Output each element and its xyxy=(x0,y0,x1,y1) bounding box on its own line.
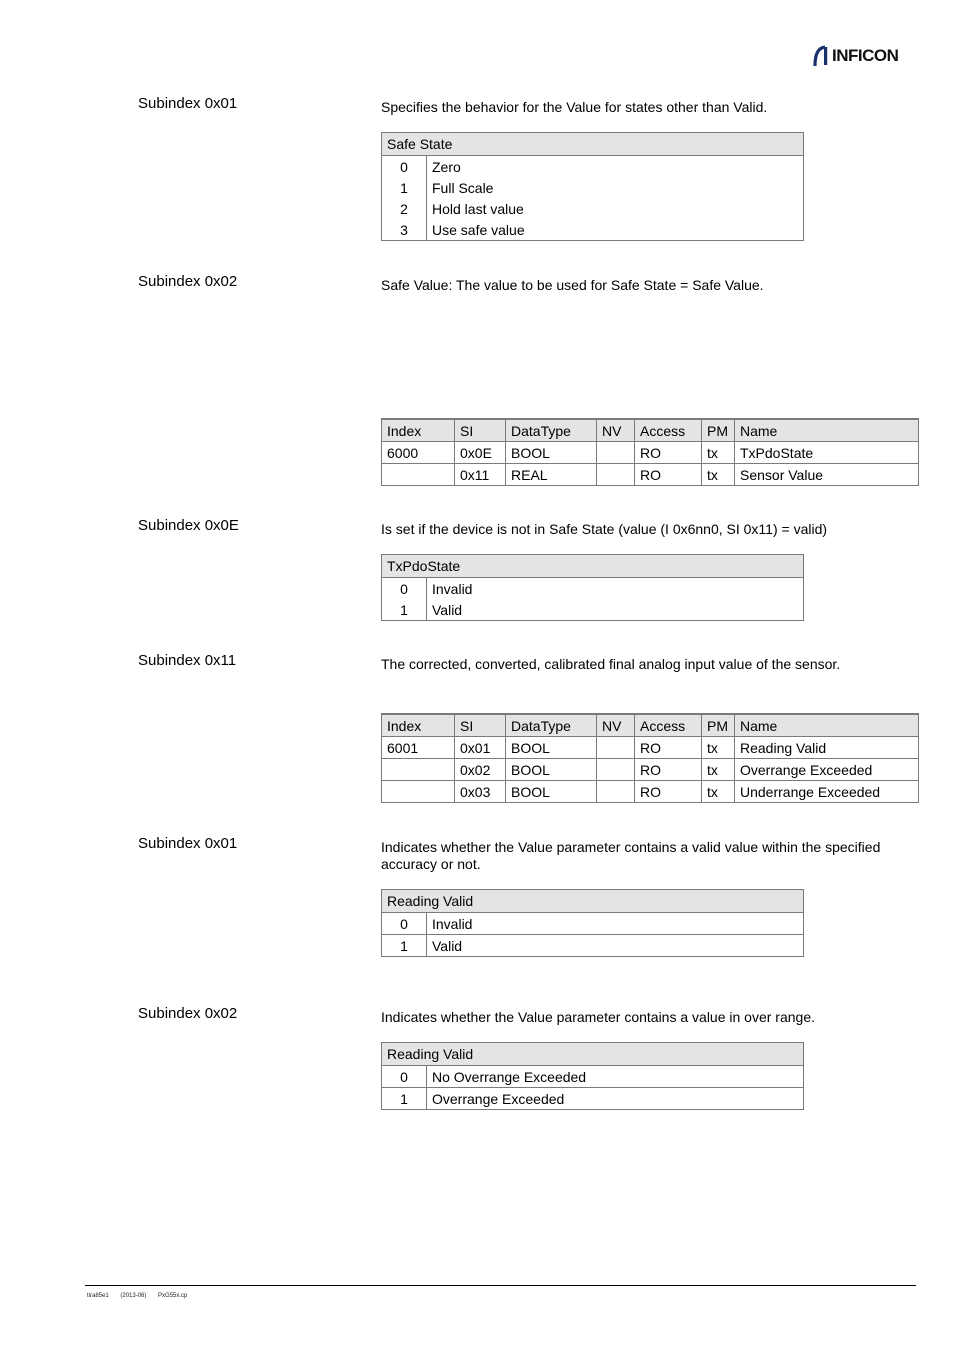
value-text: Invalid xyxy=(432,580,473,597)
footer-doc-id: tira85e1 xyxy=(87,1293,109,1299)
table-row xyxy=(382,737,919,759)
col-header-nv: NV xyxy=(597,419,635,442)
cell xyxy=(382,759,455,781)
cell: RO xyxy=(635,737,702,759)
value-code: 3 xyxy=(382,219,427,241)
cell xyxy=(597,737,635,759)
table-row xyxy=(382,935,804,957)
subindex-label: Subindex 0x02 xyxy=(138,1005,238,1022)
col-header-si: SI xyxy=(455,419,506,442)
cell xyxy=(382,781,455,803)
subindex-label: Subindex 0x01 xyxy=(138,835,238,852)
table-row xyxy=(382,913,804,935)
footer-file: PxG55x.cp xyxy=(158,1293,188,1299)
value-code: 1 xyxy=(382,1088,427,1110)
subindex-description: The corrected, converted, calibrated final analog input value of the sensor. xyxy=(381,656,841,672)
subindex-label: Subindex 0x02 xyxy=(138,273,238,290)
cell: tx xyxy=(702,781,735,803)
table-row xyxy=(382,599,804,621)
txpdostate-table xyxy=(381,554,804,621)
inficon-logo xyxy=(812,44,916,68)
cell: BOOL xyxy=(506,759,597,781)
value-text: Zero xyxy=(432,158,461,175)
reading-valid-table xyxy=(381,889,804,957)
cell: REAL xyxy=(506,464,597,486)
table-row xyxy=(382,198,804,219)
cell: TxPdoState xyxy=(735,442,919,464)
value-code: 0 xyxy=(382,578,427,600)
cell: tx xyxy=(702,737,735,759)
cell: BOOL xyxy=(506,737,597,759)
cell xyxy=(597,464,635,486)
value-text: Invalid xyxy=(427,913,804,935)
cell: tx xyxy=(702,759,735,781)
col-header-pm: PM xyxy=(702,714,735,737)
value-text: No Overrange Exceeded xyxy=(427,1066,804,1088)
col-header-name: Name xyxy=(735,419,919,442)
safe-state-table xyxy=(381,132,804,241)
table-row xyxy=(382,1088,804,1110)
object-table-6000 xyxy=(381,418,919,486)
table-title: Reading Valid xyxy=(382,890,804,913)
col-header-access: Access xyxy=(635,714,702,737)
cell: 0x01 xyxy=(455,737,506,759)
table-title: Safe State xyxy=(382,133,804,156)
value-code: 1 xyxy=(382,177,427,198)
cell: 6000 xyxy=(382,442,455,464)
cell: Underrange Exceeded xyxy=(735,781,919,803)
cell: 0x03 xyxy=(455,781,506,803)
cell: 0x02 xyxy=(455,759,506,781)
table-row xyxy=(382,464,919,486)
footer-divider xyxy=(85,1285,916,1286)
value-text: Use safe value xyxy=(432,221,525,238)
inficon-logo-icon xyxy=(812,44,832,68)
table-row xyxy=(382,1066,804,1088)
cell xyxy=(597,442,635,464)
subindex-label: Subindex 0x01 xyxy=(138,95,238,112)
table-title: Reading Valid xyxy=(382,1043,804,1066)
value-code: 0 xyxy=(382,156,427,178)
table-row xyxy=(382,442,919,464)
table-title: TxPdoState xyxy=(382,555,804,578)
cell: 6001 xyxy=(382,737,455,759)
value-code: 1 xyxy=(382,599,427,621)
col-header-index: Index xyxy=(382,714,455,737)
value-text: Valid xyxy=(432,601,463,618)
subindex-description: Specifies the behavior for the Value for states other than Valid. xyxy=(381,99,768,115)
cell xyxy=(382,464,455,486)
object-table-6001 xyxy=(381,713,919,803)
value-code: 2 xyxy=(382,198,427,219)
value-code: 0 xyxy=(382,913,427,935)
cell xyxy=(597,759,635,781)
subindex-description: Is set if the device is not in Safe State (value (I 0x6nn0, SI 0x11) = valid) xyxy=(381,521,828,537)
table-row xyxy=(382,219,804,241)
value-text: Valid xyxy=(427,935,804,957)
subindex-description: Safe Value: The value to be used for Safe State = Safe Value. xyxy=(381,277,764,293)
cell: 0x0E xyxy=(455,442,506,464)
value-text: Overrange Exceeded xyxy=(427,1088,804,1110)
col-header-datatype: DataType xyxy=(506,419,597,442)
brand-name: INFICON xyxy=(832,46,899,65)
subindex-description: Indicates whether the Value parameter contains a valid value within the specified accuracy or not. xyxy=(381,839,881,872)
table-row xyxy=(382,156,804,178)
table-row xyxy=(382,578,804,600)
col-header-pm: PM xyxy=(702,419,735,442)
cell: RO xyxy=(635,759,702,781)
overrange-table xyxy=(381,1042,804,1110)
table-row xyxy=(382,781,919,803)
cell: Overrange Exceeded xyxy=(735,759,919,781)
table-row xyxy=(382,177,804,198)
col-header-si: SI xyxy=(455,714,506,737)
col-header-index: Index xyxy=(382,419,455,442)
footer-date: (2013-06) xyxy=(120,1293,147,1299)
cell: RO xyxy=(635,464,702,486)
col-header-access: Access xyxy=(635,419,702,442)
cell: BOOL xyxy=(506,442,597,464)
value-text: Full Scale xyxy=(432,179,494,196)
subindex-label: Subindex 0x11 xyxy=(138,652,237,669)
cell xyxy=(597,781,635,803)
cell: tx xyxy=(702,442,735,464)
cell: BOOL xyxy=(506,781,597,803)
cell: RO xyxy=(635,781,702,803)
cell: 0x11 xyxy=(455,464,506,486)
subindex-label: Subindex 0x0E xyxy=(138,517,239,534)
table-row xyxy=(382,759,919,781)
cell: Sensor Value xyxy=(735,464,919,486)
col-header-nv: NV xyxy=(597,714,635,737)
value-text: Hold last value xyxy=(432,200,524,217)
value-code: 0 xyxy=(382,1066,427,1088)
col-header-datatype: DataType xyxy=(506,714,597,737)
footer xyxy=(87,1293,197,1299)
cell: tx xyxy=(702,464,735,486)
value-code: 1 xyxy=(382,935,427,957)
col-header-name: Name xyxy=(735,714,919,737)
cell: RO xyxy=(635,442,702,464)
cell: Reading Valid xyxy=(735,737,919,759)
subindex-description: Indicates whether the Value parameter contains a value in over range. xyxy=(381,1009,815,1025)
